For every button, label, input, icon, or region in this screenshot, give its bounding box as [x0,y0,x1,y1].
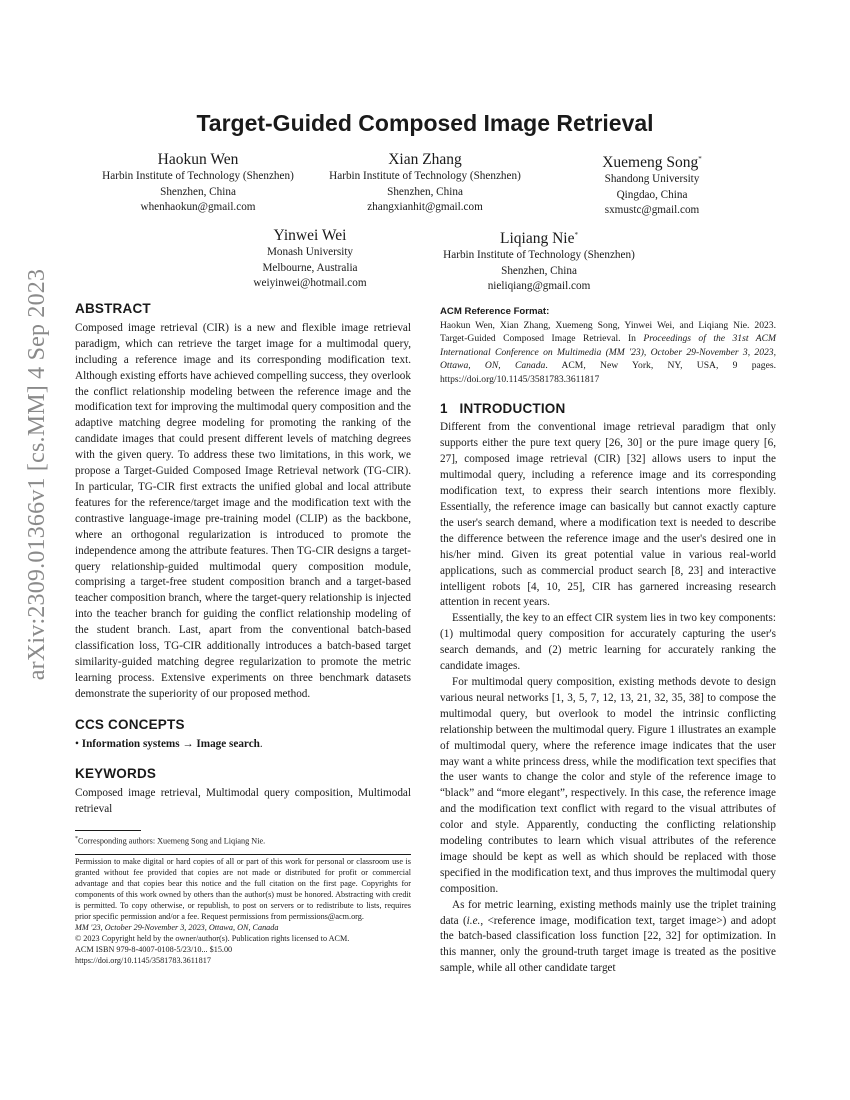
acm-ref-text [440,319,776,387]
permission-block [75,856,411,966]
permission-text: Permission to make digital or hard copies of all or part of this work for personal or classroom use is granted without fee provided that copies are not made or distributed for profit or commercial advantage and that copies bear this notice and the full citation on the first page. Copyrights for components of this work owned by others than the author(s) must be honored. Abstracting with credit is permitted. To copy otherwise, or republish, to post on servers or to redistribute to lists, requires prior specific permission and/or a fee. Request permissions from permissions@acm.org. [75,857,411,921]
author-email[interactable]: sxmustc@gmail.com [604,204,700,217]
ccs-concept: Information systems [81,737,180,750]
author-name: Haokun Wen [157,151,239,168]
author-affiliation: Harbin Institute of Technology (Shenzhen) [443,249,635,262]
footnote-mark: * [75,836,78,842]
ccs-period: . [259,737,263,750]
abstract-text: Composed image retrieval (CIR) is a new and flexible image retrieval paradigm, which can retrieve the target image for a multimodal query, including a reference image and its corresponding modification text. Although existing efforts have achieved compelling success, they overlook the conflict relationship modeling between the reference image and the modification text for improving the multimodal query composition and the adaptive matching degree modeling for promoting the ranking of the candidate images that could present different levels of matching degrees with the given query. To address these two limitations, in this work, we propose a Target-Guided Composed Image Retrieval network (TG-CIR). In particular, TG-CIR first extracts the unified global and local attribute features for the reference/target image and the modification text with the contrastive language-image pre-training model (CLIP) as the backbone, where an orthogonal regularization is introduced to promote the independence among the attribute features. Then TG-CIR designs a target-query relationship-guided multimodal query composition module, comprising a target-free student composition branch and a target-based teacher composition branch, where the target-query relationship is injected into the teacher branch for guiding the conflict relationship modeling of the student branch. Last, apart from the conventional batch-based classification loss, TG-CIR additionally introduces a batch-based target similarity-guided matching degree regularization to promote the metric learning process. Extensive experiments on three benchmark datasets demonstrate the superiority of our proposed method. [75,321,411,700]
intro-p4-ie: i.e. [466,914,481,927]
author-affiliation: Shandong University [604,173,700,186]
abstract-heading: ABSTRACT [75,301,151,316]
acm-reference [440,305,776,387]
venue-line [75,922,411,933]
intro-p4-b: , <reference image, modification text, target image>) and adopt the batch-based classification loss function [22, 32] for optimization. In this manner, only the ground-truth target image is treated as the positive sample, while all other candidate target [440,914,777,975]
venue-text: MM '23, October 29-November 3, 2023, Ottawa, ON, Canada [75,923,279,932]
author-name: Xian Zhang [388,151,462,168]
acm-ref-tail: . ACM, New York, NY, USA, 9 pages. https://doi.org/10.1145/3581783.3611817 [440,360,776,385]
footnote-text: Corresponding authors: Xuemeng Song and Liqiang Nie. [78,836,266,846]
arxiv-stamp [16,268,60,681]
author-location: Shenzhen, China [501,264,577,277]
ccs-arrow: → [182,737,194,750]
intro-heading: 1 INTRODUCTION [440,400,566,416]
author-email[interactable]: weiyinwei@hotmail.com [253,277,367,289]
intro-paragraph-4 [440,898,776,978]
footnote [75,834,411,847]
intro-paragraph-2: Essentially, the key to an effect CIR system lies in two key components: (1) multimodal query composition for accurately capturing the user's search demands, and (2) metric learning for accurately ranking the candidate images. [440,612,776,673]
corresponding-mark: * [698,155,702,163]
author-block-5 [428,226,650,295]
author-block-1 [88,150,308,216]
author-affiliation: Harbin Institute of Technology (Shenzhen) [102,170,294,182]
footnote-rule [75,830,141,831]
keywords-heading: KEYWORDS [75,766,157,782]
intro-paragraph-3: For multimodal query composition, existing methods devote to design various neural networks [1, 3, 5, 7, 12, 13, 21, 32, 35, 38] to compose the multimodal query, but overlook to model the intrinsic conflicting relationship between the multimodal query. Figure 1 illustrates an example of multimodal query, where the reference image indicates that the user may want a white princess dress, while the modification text specifies that the user wants to change the color and style of the reference image to “black” and “more elegant”, respectively. In this case, the reference image and the modification text conflict with regard to the visual attributes of color and style. Apparently, conducting the conflicting relationship modeling contributes to learn which visual attributes of the reference image should be kept as well as which should be replaced with those specified in the modification text, and thus improves the multimodal query composition. [440,675,776,895]
ccs-sub: Image search [196,737,260,750]
intro-p4-a: As for metric learning, existing methods mainly use the triplet training data ( [440,898,776,927]
paper-title: Target-Guided Composed Image Retrieval [196,110,654,136]
permission-rule [75,854,411,855]
author-block-2 [315,150,535,216]
author-name: Liqiang Nie [500,230,575,248]
intro-paragraph-1: Different from the conventional image retrieval paradigm that only supports either the pure text query [26, 30] or the pure image query [6, 27], composed image retrieval (CIR) [32] allows users to input the multimodal query, including a reference image and its corresponding modification text, to express their search intentions more flexibly. Essentially, the reference image can basically but cannot exactly capture the user's search demand, where a modification text is needed to describe the difference between the reference image and the user's desired one in his/her mind. Given its great potential value in various real-world applications, such as commercial product search [8, 23] and interactive intelligent robots [4, 10, 25], CIR has garnered increasing research attention in recent years. [440,421,776,609]
author-block-4 [200,226,420,292]
author-name: Xuemeng Song [602,154,699,172]
author-location: Melbourne, Australia [262,261,358,274]
author-name: Yinwei Wei [273,227,347,244]
author-affiliation: Harbin Institute of Technology (Shenzhen) [329,170,521,182]
author-block-3 [542,150,762,219]
copyright-line: © 2023 Copyright held by the owner/author(s). Publication rights licensed to ACM. [75,934,350,943]
left-column [75,301,411,818]
right-column [440,305,776,977]
ccs-heading: CCS CONCEPTS [75,716,185,732]
author-email[interactable]: zhangxianhit@gmail.com [367,201,483,213]
doi-link[interactable]: https://doi.org/10.1145/3581783.3611817 [75,956,211,965]
author-location: Qingdao, China [616,188,688,201]
acm-ref-heading: ACM Reference Format: [440,306,550,317]
acm-ref-proceedings: Proceedings of the 31st ACM International Conference on Multimedia (MM '23), October 29-November 3, 2023, Ottawa, ON, Canada [440,333,776,372]
author-location: Shenzhen, China [387,185,463,198]
corresponding-mark: * [574,231,578,239]
author-email[interactable]: nieliqiang@gmail.com [487,280,591,293]
acm-ref-authors: Haokun Wen, Xian Zhang, Xuemeng Song, Yinwei Wei, and Liqiang Nie. 2023. Target-Guided Composed Image Retrieval. In [440,319,776,345]
arxiv-stamp-text: arXiv:2309.01366v1 [cs.MM] 4 Sep 2023 [24,268,51,681]
ccs-concepts [75,737,411,753]
author-affiliation: Monash University [266,246,354,258]
ccs-bullet: • [75,737,79,750]
isbn-line: ACM ISBN 979-8-4007-0108-5/23/10... $15.00 [75,945,233,954]
keywords-text: Composed image retrieval, Multimodal query composition, Multimodal retrieval [75,787,411,816]
author-location: Shenzhen, China [160,185,236,198]
author-email[interactable]: whenhaokun@gmail.com [140,201,256,213]
